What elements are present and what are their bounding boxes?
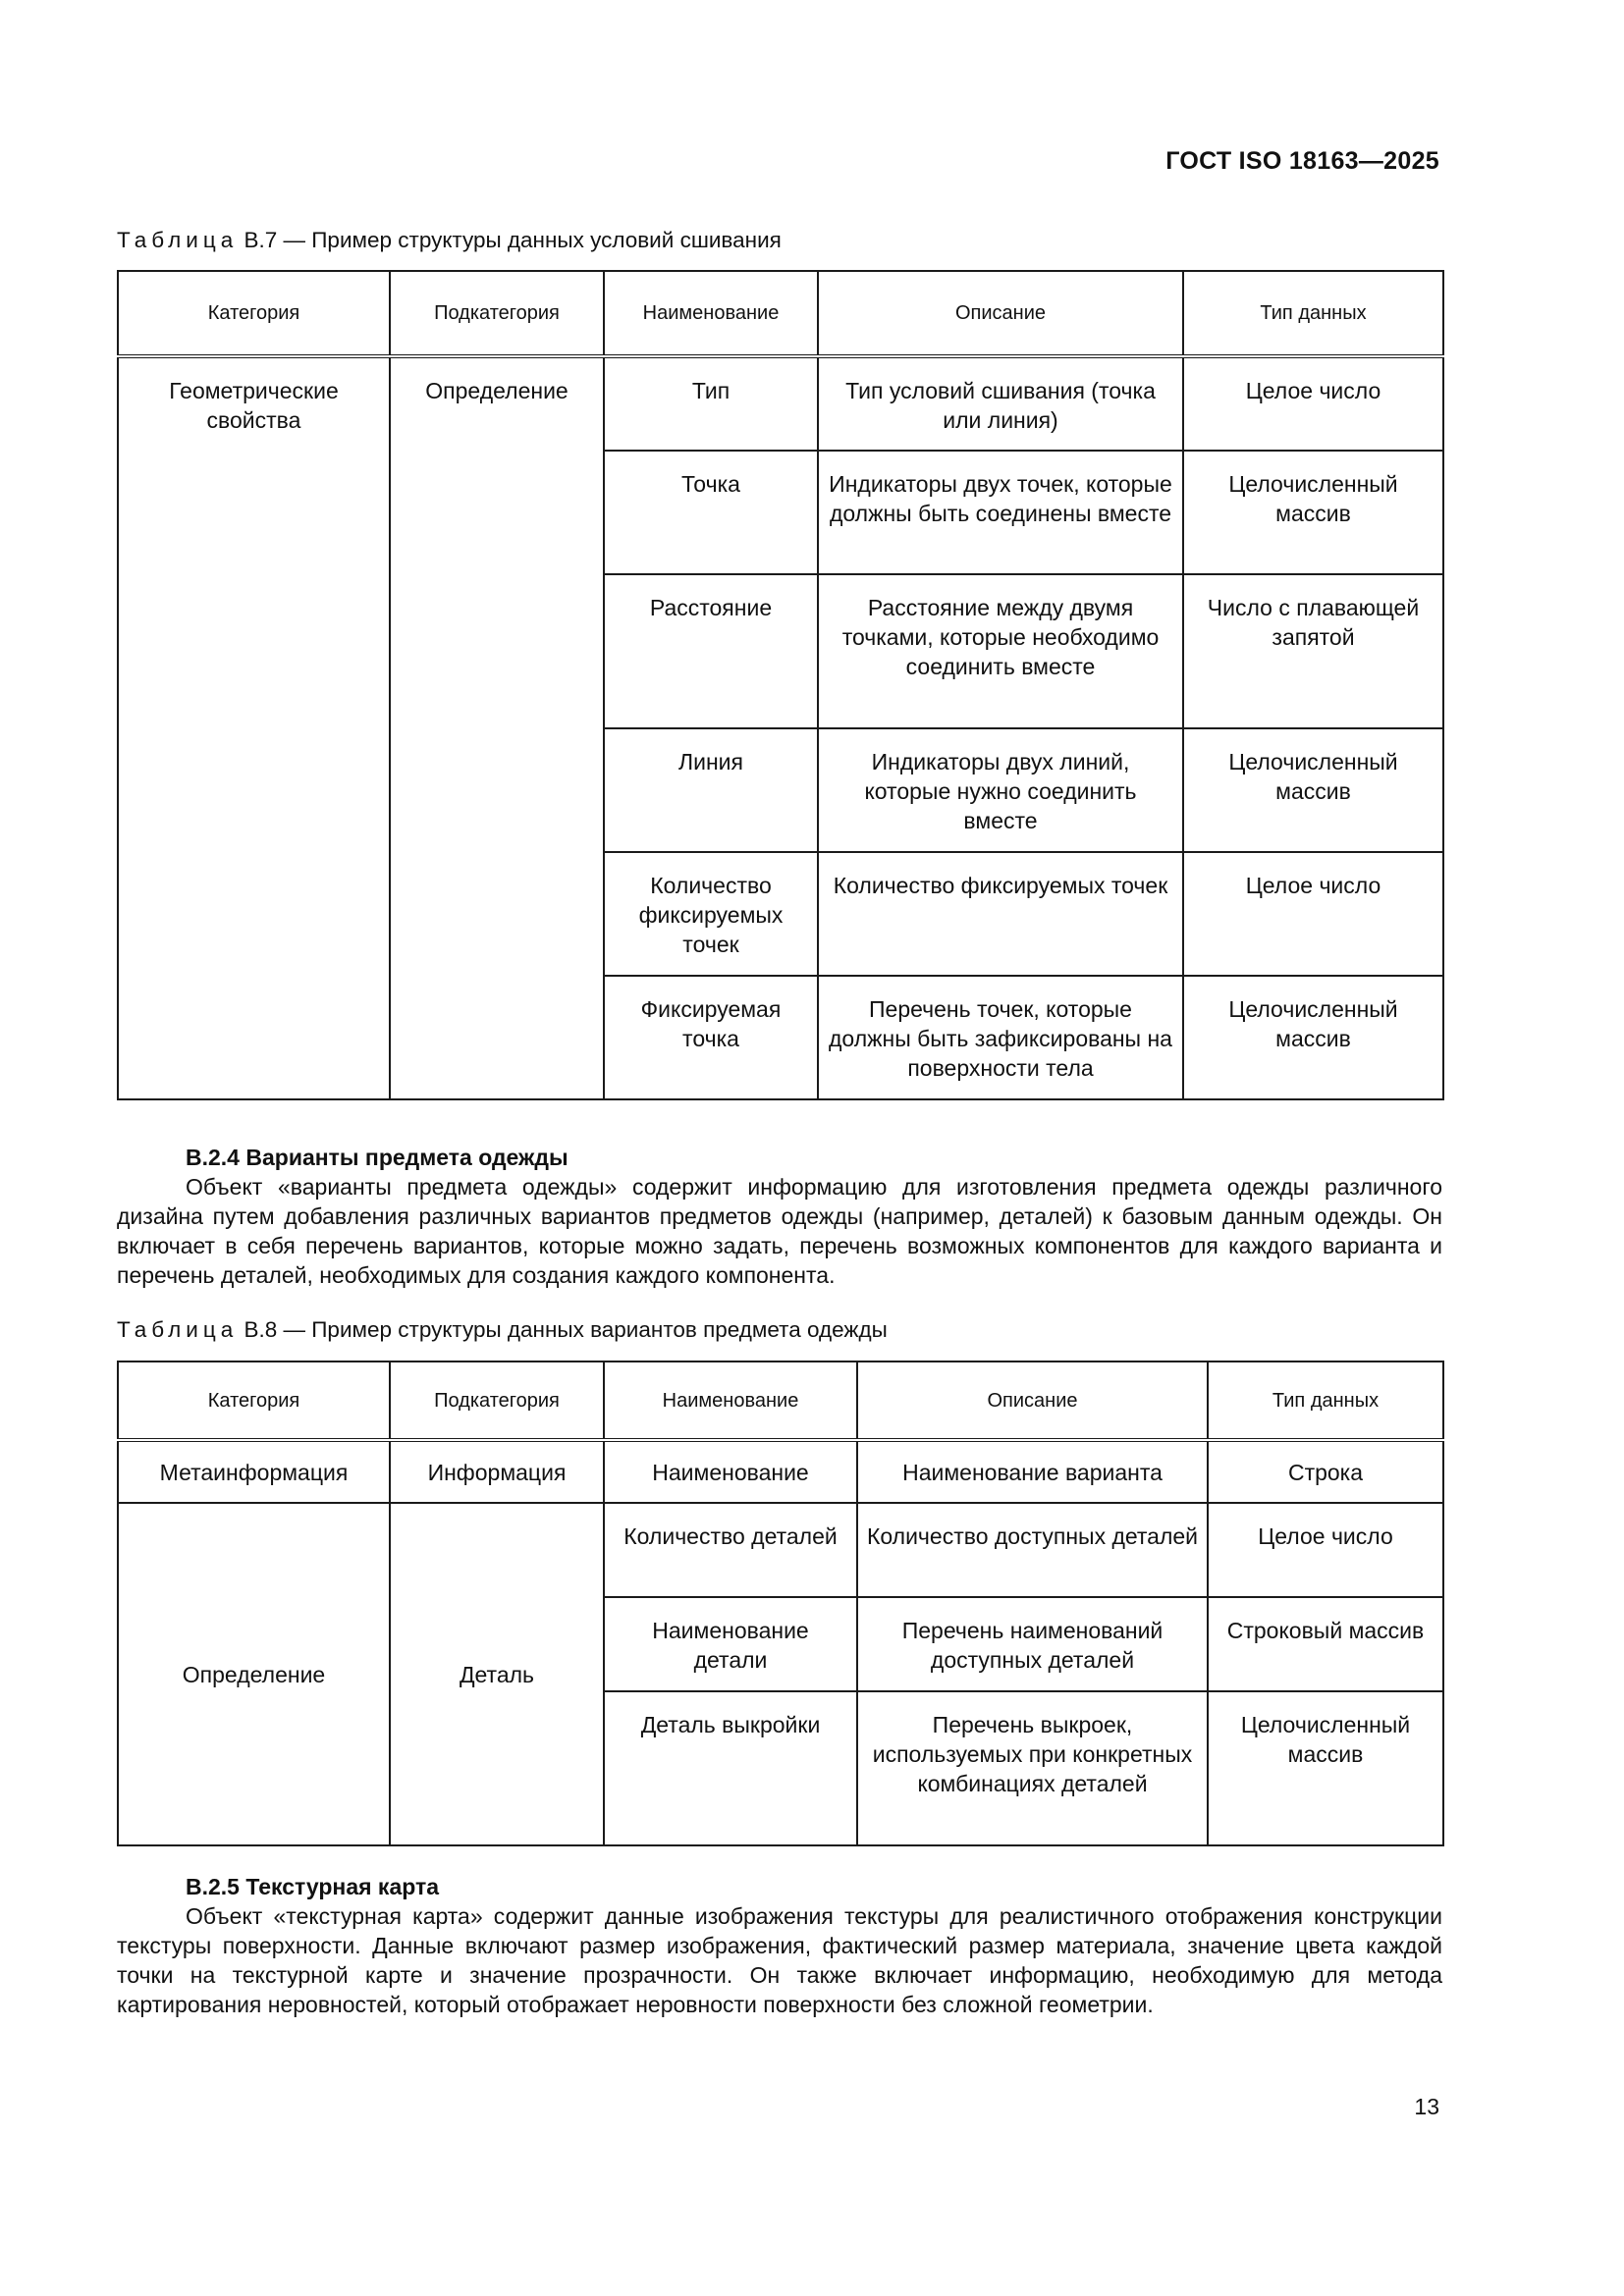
table-b8-category-cell: Определение (118, 1503, 390, 1845)
table-b8-subcategory-cell: Деталь (390, 1503, 604, 1845)
table-row (118, 356, 1443, 451)
table-b8-header-description: Описание (857, 1362, 1208, 1440)
table-b7-caption (117, 228, 782, 253)
table-cell-description: Перечень выкроек, используемых при конкретных комбинациях деталей (857, 1691, 1208, 1845)
table-b8-header-category: Категория (118, 1362, 390, 1440)
table-b8-caption (117, 1317, 888, 1343)
section-b25 (117, 1872, 1442, 2019)
section-b24-paragraph: Объект «варианты предмета одежды» содержит информацию для изготовления предмета одежды различного дизайна путем добавления различных вариантов предметов одежды (например, деталей) к базовым данным одежды. Он включает в себя перечень вариантов, которые можно задать, перечень возможных компонентов для каждого варианта и перечень деталей, необходимых для создания каждого компонента. (117, 1174, 1442, 1288)
table-cell-type: Целочисленный массив (1208, 1691, 1443, 1845)
table-cell-type: Строка (1208, 1440, 1443, 1503)
table-row (118, 1503, 1443, 1597)
table-b7-header-subcategory: Подкатегория (390, 271, 604, 356)
table-b7-category-cell: Геометрические свойства (118, 356, 390, 1099)
table-b8-meta-category: Метаинформация (118, 1440, 390, 1503)
table-row (118, 1440, 1443, 1503)
table-cell-name: Фиксируемая точка (604, 976, 818, 1099)
table-cell-name: Наименование детали (604, 1597, 857, 1691)
table-b8-caption-text: В.8 — Пример структуры данных вариантов предмета одежды (238, 1317, 888, 1342)
table-cell-description: Перечень наименований доступных деталей (857, 1597, 1208, 1691)
table-cell-type: Строковый массив (1208, 1597, 1443, 1691)
table-cell-type: Число с плавающей запятой (1183, 574, 1443, 728)
table-b7-header-name: Наименование (604, 271, 818, 356)
table-cell-description: Перечень точек, которые должны быть зафиксированы на поверхности тела (818, 976, 1183, 1099)
table-b8-header-type: Тип данных (1208, 1362, 1443, 1440)
table-b7-subcategory-cell: Определение (390, 356, 604, 1099)
table-b8-meta-subcategory: Информация (390, 1440, 604, 1503)
table-b7-header-row (118, 271, 1443, 356)
table-cell-description: Расстояние между двумя точками, которые необходимо соединить вместе (818, 574, 1183, 728)
table-b7-caption-text: В.7 — Пример структуры данных условий сшивания (238, 228, 782, 252)
table-b7-header-description: Описание (818, 271, 1183, 356)
table-b7-header-category: Категория (118, 271, 390, 356)
table-b8-header-name: Наименование (604, 1362, 857, 1440)
table-cell-name: Наименование (604, 1440, 857, 1503)
section-b24-heading: В.2.4 Варианты предмета одежды (186, 1145, 568, 1170)
table-cell-type: Целочисленный массив (1183, 728, 1443, 852)
table-cell-type: Целое число (1183, 356, 1443, 451)
table-cell-name: Количество деталей (604, 1503, 857, 1597)
table-cell-type: Целое число (1208, 1503, 1443, 1597)
table-b8-header-row (118, 1362, 1443, 1440)
table-b8-header-subcategory: Подкатегория (390, 1362, 604, 1440)
table-cell-type: Целочисленный массив (1183, 976, 1443, 1099)
table-cell-name: Тип (604, 356, 818, 451)
table-cell-description: Наименование варианта (857, 1440, 1208, 1503)
page-number: 13 (1414, 2094, 1439, 2119)
table-cell-description: Количество фиксируемых точек (818, 852, 1183, 976)
section-b24 (117, 1143, 1442, 1290)
document-id: ГОСТ ISO 18163—2025 (1165, 147, 1439, 175)
section-b25-heading: В.2.5 Текстурная карта (186, 1874, 440, 1899)
table-cell-name: Количество фиксируемых точек (604, 852, 818, 976)
table-cell-type: Целочисленный массив (1183, 451, 1443, 574)
table-cell-name: Расстояние (604, 574, 818, 728)
table-cell-name: Деталь выкройки (604, 1691, 857, 1845)
table-cell-name: Точка (604, 451, 818, 574)
table-b8 (117, 1361, 1444, 1846)
table-b7 (117, 270, 1444, 1100)
table-cell-name: Линия (604, 728, 818, 852)
table-cell-description: Количество доступных деталей (857, 1503, 1208, 1597)
table-b7-header-type: Тип данных (1183, 271, 1443, 356)
section-b25-paragraph: Объект «текстурная карта» содержит данные изображения текстуры для реалистичного отображения конструкции текстуры поверхности. Данные включают размер изображения, фактический размер материала, значение цвета каждой точки на текстурной карте и значение прозрачности. Он также включает информацию, необходимую для метода картирования неровностей, который отображает неровности поверхности без сложной геометрии. (117, 1903, 1442, 2017)
table-b7-caption-prefix: Таблица (117, 228, 239, 252)
table-cell-description: Тип условий сшивания (точка или линия) (818, 356, 1183, 451)
table-cell-description: Индикаторы двух точек, которые должны быть соединены вместе (818, 451, 1183, 574)
table-cell-description: Индикаторы двух линий, которые нужно соединить вместе (818, 728, 1183, 852)
table-cell-type: Целое число (1183, 852, 1443, 976)
table-b8-caption-prefix: Таблица (117, 1317, 239, 1342)
